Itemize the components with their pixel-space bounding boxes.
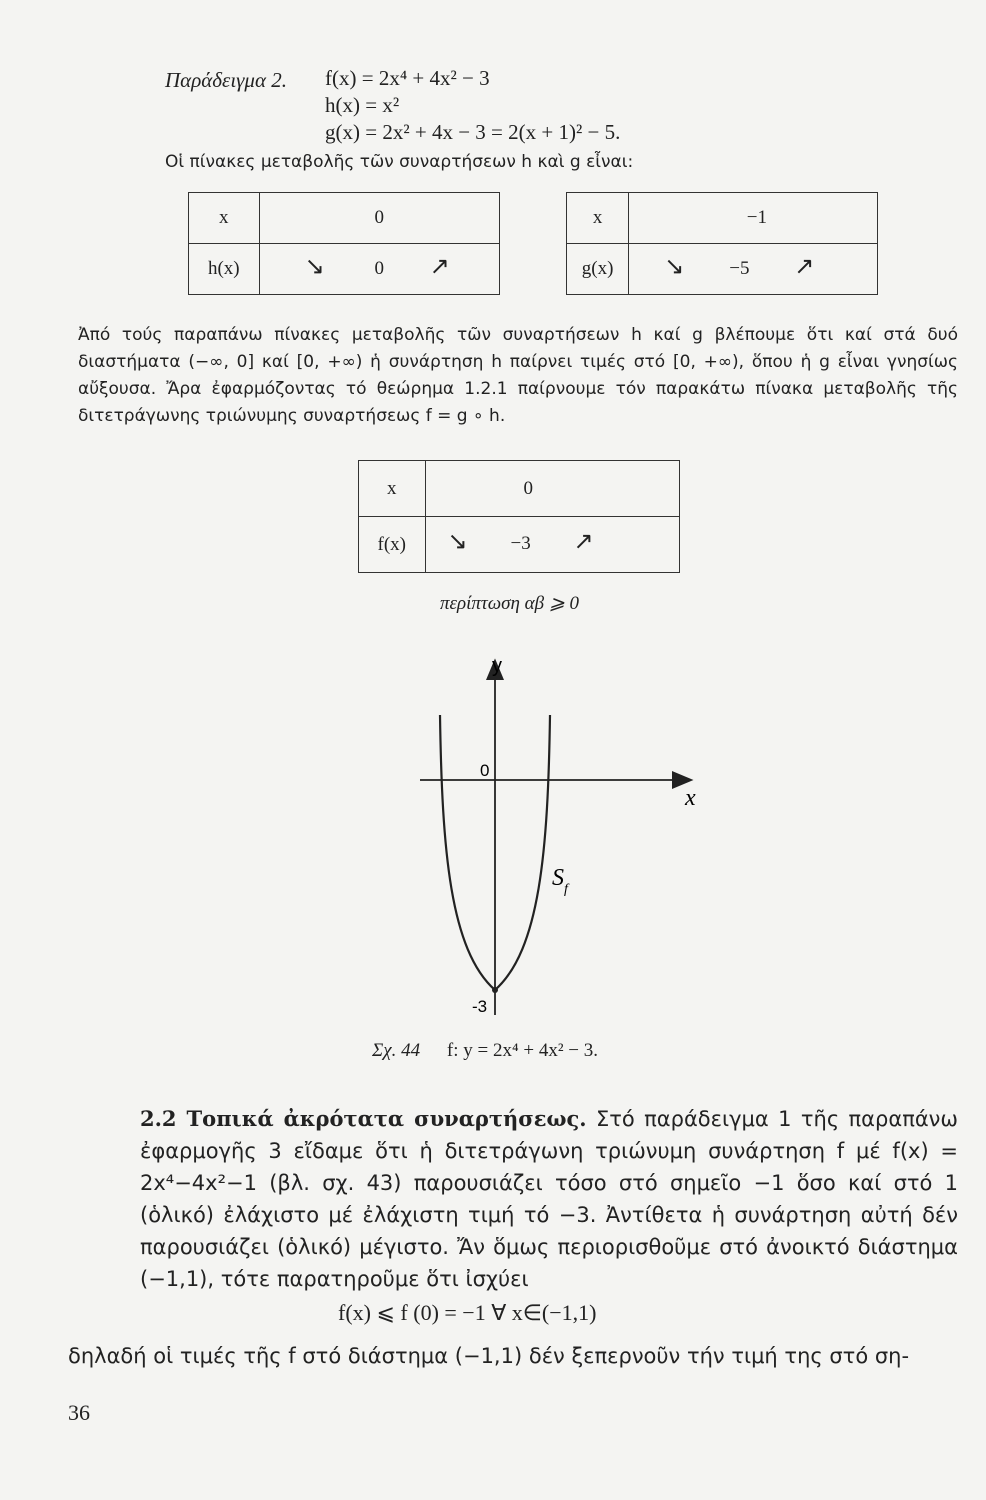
origin-label: 0 [480, 761, 490, 780]
decreasing-arrow-icon: ↘ [304, 254, 325, 280]
curve-label: S [552, 865, 564, 891]
figure-label: Σχ. 44 [372, 1040, 421, 1061]
decreasing-arrow-icon: ↘ [664, 254, 685, 280]
table-f-f-value: −3 [510, 533, 531, 554]
decreasing-arrow-icon: ↘ [447, 529, 468, 555]
figure-caption [372, 1040, 598, 1062]
f-definition: f(x) = 2x⁴ + 4x² − 3 [325, 66, 490, 90]
inequality: f(x) ⩽ f (0) = −1 ∀ x∈(−1,1) [338, 1300, 597, 1325]
table-f-f-row [425, 517, 679, 573]
x-axis-label: x [685, 785, 696, 811]
table-g [566, 192, 878, 295]
table-h-f-row [259, 244, 499, 295]
table-h [188, 192, 500, 295]
increasing-arrow-icon: ↗ [573, 529, 594, 555]
table-h-x-row [259, 193, 499, 244]
table-g-x-label: x [567, 193, 629, 244]
curve-label-sub: f [564, 882, 568, 897]
g-definition: g(x) = 2x² + 4x − 3 = 2(x + 1)² − 5. [325, 120, 621, 144]
table-f [358, 460, 680, 573]
section-body [140, 1103, 958, 1295]
section-title: 2.2 Τοπικά ἀκρότατα συναρτήσεως. [140, 1106, 587, 1131]
minimum-point [492, 987, 498, 993]
table-g-f-value: −5 [729, 258, 750, 279]
y-axis-label: y [492, 655, 502, 677]
table-h-f-label: h(x) [189, 244, 260, 295]
table-f-x-value: 0 [425, 461, 679, 517]
example-label: Παράδειγμα 2. [165, 68, 288, 92]
intro-text: Οἱ πίνακες μεταβολῆς τῶν συναρτήσεων h καὶ g εἶναι: [165, 152, 634, 172]
graph-sf [400, 650, 740, 1030]
table-h-x-label: x [189, 193, 260, 244]
table-f-f-label: f(x) [359, 517, 426, 573]
increasing-arrow-icon: ↗ [794, 254, 815, 280]
example-header [165, 68, 287, 93]
table-h-f-value: 0 [374, 258, 385, 279]
section-text: Στό παράδειγμα 1 τῆς παραπάνω ἐφαρμογῆς 3 εἴδαμε ὅτι ἡ διτετράγωνη τριώνυμη συνάρτηση f μέ f(x) = 2x⁴−4x²−1 (βλ. σχ. 43) παρουσιάζει τόσο στό σημεῖο −1 ὅσο καί στό 1 (ὁλικό) ἐλάχιστο μέ ἐλάχιστη τιμή τό −3. Ἀντίθετα ἡ συνάρτηση αὐτή δέν παρουσιάζει (ὁλικό) μέγιστο. Ἄν ὅμως περιορισθοῦμε στό ἀνοικτό διάστημα (−1,1), τότε παρατηροῦμε ὅτι ἰσχύει [140, 1107, 958, 1291]
increasing-arrow-icon: ↗ [429, 254, 450, 280]
table-g-f-row [629, 244, 878, 295]
h-definition: h(x) = x² [325, 93, 400, 117]
min-label: -3 [472, 997, 488, 1016]
table-g-x-value: −1 [629, 193, 878, 244]
explanation-paragraph: Ἀπό τούς παραπάνω πίνακες μεταβολῆς τῶν συναρτήσεων h καί g βλέπουμε ὅτι καί στά δυό διαστήματα (−∞, 0] καί [0, +∞) ἡ συνάρτηση h παίρνει τιμές στό [0, +∞), ὅπου ἡ g εἶναι γνησίως αὔξουσα. Ἄρα ἐφαρμόζοντας τό θεώρημα 1.2.1 παίρνουμε τόν παρακάτω πίνακα μεταβολῆς τῆς διτετράγωνης τριώνυμης συναρτήσεως f = g ∘ h. [78, 325, 958, 426]
section-closing: δηλαδή οἱ τιμές τῆς f στό διάστημα (−1,1) δέν ξεπερνοῦν τήν τιμή της στό ση- [68, 1344, 910, 1368]
page-number: 36 [68, 1400, 90, 1425]
table-f-x-label: x [359, 461, 426, 517]
table-f-caption: περίπτωση αβ ⩾ 0 [440, 593, 580, 614]
table-g-f-label: g(x) [567, 244, 629, 295]
table-h-x-value: 0 [374, 207, 385, 228]
figure-formula: f: y = 2x⁴ + 4x² − 3. [446, 1040, 598, 1061]
